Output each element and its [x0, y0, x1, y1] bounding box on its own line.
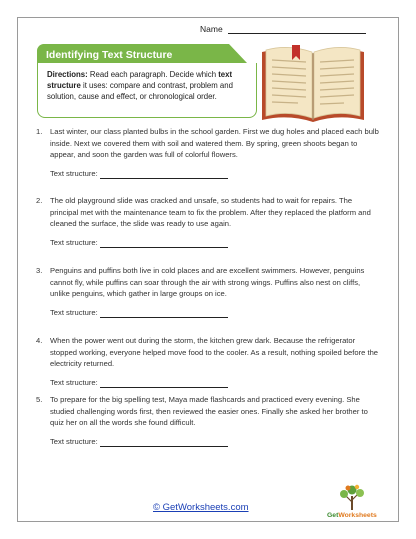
answer-label: Text structure:: [50, 377, 98, 387]
question-number: 1.: [36, 127, 43, 136]
open-book-icon: [258, 42, 368, 124]
answer-label: Text structure:: [50, 307, 98, 317]
question-number: 2.: [36, 196, 43, 205]
answer-blank-line[interactable]: [100, 309, 228, 318]
question-paragraph: Penguins and puffins both live in cold places and are excellent swimmers. However, penguins cannot fly, while puffins can soar through the air with strong wings. Puffins also nest on cliffs, unlike penguins, which gather in large groups on ice.: [50, 266, 365, 299]
answer-blank-line[interactable]: [100, 239, 228, 248]
question-paragraph: The old playground slide was cracked and unsafe, so students had to wait for repairs. The principal met with the maintenance team to fix the problem. After they replaced the platform and cleaned the surface, the slide was ready to use again.: [50, 196, 371, 229]
question-paragraph: When the power went out during the storm, the kitchen grew dark. Because the refrigerator stopped working, everyone helped move food to the cooler. As a result, nothing spoiled before the electricity returned.: [50, 336, 379, 369]
question-paragraph: To prepare for the big spelling test, Maya made flashcards and practiced every evening. She studied challenging words first, then reviewed the easier ones. Finally she asked her brother to quiz her on all the words she found difficult.: [50, 395, 368, 428]
answer-blank-line[interactable]: [100, 438, 228, 447]
answer-row: [50, 307, 380, 319]
directions-part1: Read each paragraph. Decide which: [87, 70, 219, 79]
title-box: [37, 44, 257, 118]
answer-row: [50, 237, 380, 249]
question-item: [36, 265, 380, 318]
getworksheets-link[interactable]: © GetWorksheets.com: [153, 502, 249, 513]
question-number: 3.: [36, 266, 43, 275]
answer-row: [50, 377, 380, 389]
answer-row: [50, 168, 380, 180]
directions-bold: text structure: [47, 70, 233, 90]
directions-label: Directions:: [47, 70, 88, 79]
answer-label: Text structure:: [50, 237, 98, 247]
page-title: Identifying Text Structure: [46, 49, 173, 61]
question-number: 4.: [36, 336, 43, 345]
name-label: Name: [200, 24, 223, 34]
question-item: [36, 335, 380, 388]
question-number: 5.: [36, 395, 43, 404]
answer-label: Text structure:: [50, 168, 98, 178]
question-item: [36, 126, 380, 179]
logo-get: Get: [327, 512, 339, 519]
question-item: [36, 195, 380, 248]
logo-wordmark: [327, 512, 377, 519]
question-paragraph: Last winter, our class planted bulbs in the school garden. First we dug holes and placed each bulb inside. Next we covered them with soil and watered them. By spring, green shoots began to appear, and soon the garden was full of colorful flowers.: [50, 127, 379, 160]
directions-text: [47, 69, 252, 102]
directions-part2: it uses: compare and contrast, problem and solution, cause and effect, or chronological order.: [47, 81, 233, 101]
question-item: [36, 394, 380, 447]
answer-blank-line[interactable]: [100, 170, 228, 179]
answer-row: [50, 436, 380, 448]
answer-blank-line[interactable]: [100, 379, 228, 388]
logo-worksheets: Worksheets: [338, 512, 377, 519]
answer-label: Text structure:: [50, 436, 98, 446]
name-blank-line[interactable]: [228, 24, 366, 34]
name-field-row: [200, 24, 366, 34]
